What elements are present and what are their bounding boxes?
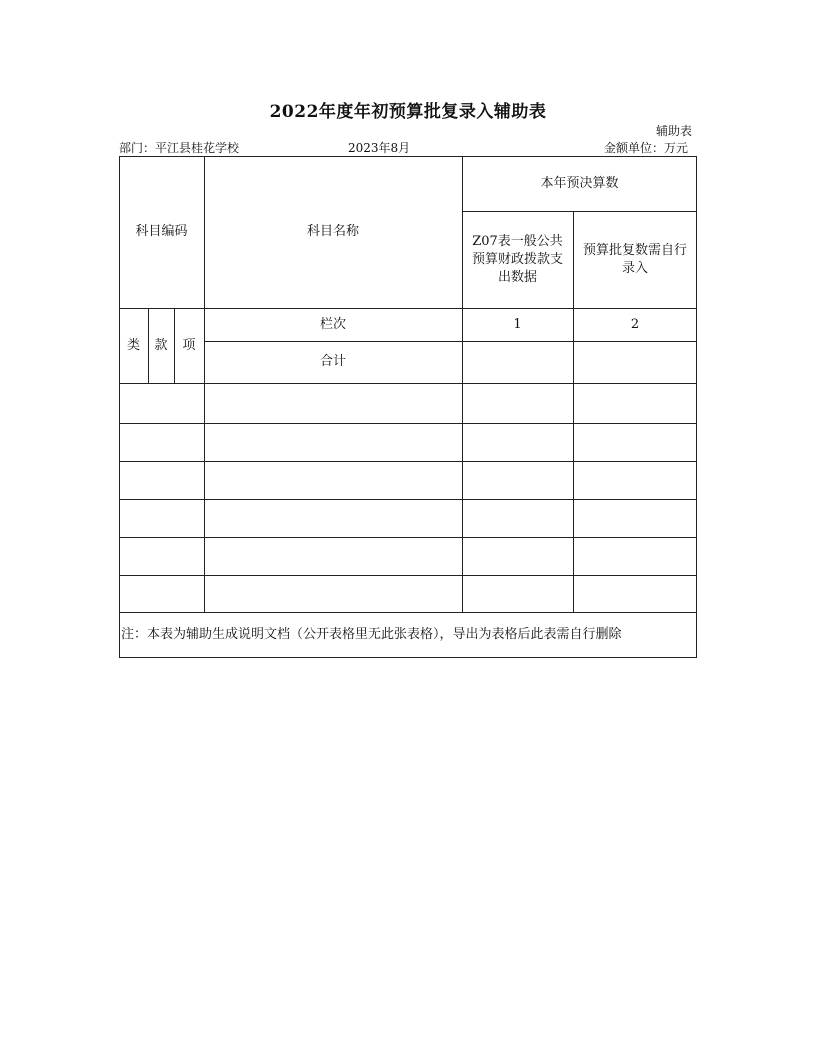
header-subject-code: 科目编码 <box>135 224 188 239</box>
row-column-index-label: 栏次 <box>319 316 346 332</box>
grid-line <box>119 657 697 658</box>
page-title: 2022年度年初预算批复录入辅助表 <box>269 102 547 122</box>
header-subject-name: 科目名称 <box>306 224 359 239</box>
grid-line <box>119 423 697 424</box>
grid-line <box>119 499 697 500</box>
date-label: 2023年8月 <box>348 141 411 155</box>
grid-line <box>119 383 697 384</box>
column-index-2: 2 <box>630 316 640 332</box>
form-tag: 辅助表 <box>656 124 693 138</box>
subheader-xiang: 项 <box>182 337 196 353</box>
unit-label: 金额单位：万元 <box>604 141 689 155</box>
department-label: 部门：平江县桂花学校 <box>119 141 240 155</box>
column-index-1: 1 <box>513 316 522 332</box>
subheader-kuan: 款 <box>154 337 168 353</box>
table-footnote: 注：本表为辅助生成说明文档（公开表格里无此张表格），导出为表格后此表需自行删除 <box>121 626 622 642</box>
grid-line <box>119 575 697 576</box>
budget-table <box>119 156 697 658</box>
header-budget-group: 本年预决算数 <box>540 175 619 191</box>
header-z07-data: Z07表一般公共预算财政拨款支出数据 <box>471 233 563 285</box>
grid-line <box>119 537 697 538</box>
row-total-label: 合计 <box>319 354 346 369</box>
subheader-lei: 类 <box>126 337 140 353</box>
grid-line <box>119 461 697 462</box>
header-approval-entry: 预算批复数需自行录入 <box>582 242 687 276</box>
